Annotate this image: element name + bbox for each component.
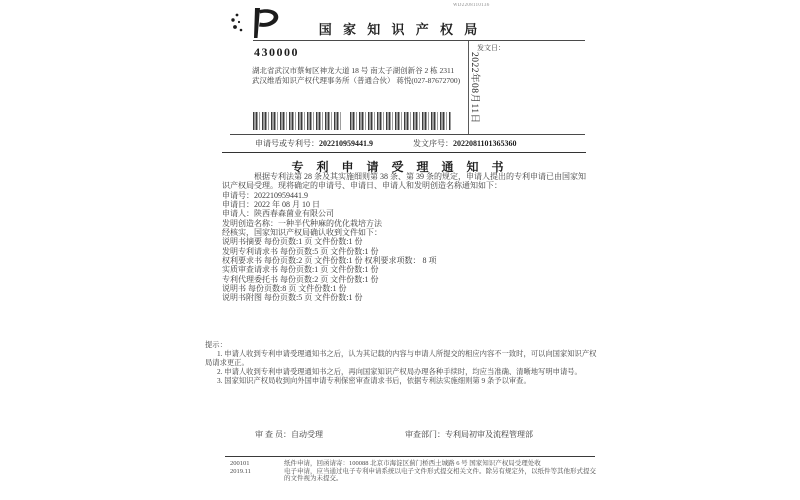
recipient-agent: 武汉维盾知识产权代理事务所（普通合伙） 蒋悦(027-87672700) [252,76,461,85]
dispatch-serial [413,138,517,149]
header-rule [253,40,585,41]
document-item: 说明书 每份页数:8 页 文件份数:1 份 [222,284,347,294]
title-rule [222,152,586,153]
barcode-serial-number [350,112,451,130]
notes-label: 提示： [205,340,227,349]
footer-form-date: 2019.11 [230,467,251,475]
document-item: 说明书附图 每份页数:5 页 文件份数:1 份 [222,293,363,303]
dispatch-date-value: 2022年08月11日 [469,52,479,124]
recipient-address: 湖北省武汉市蔡甸区神龙大道 18 号 南太子湖创新谷 2 栋 2311 [252,66,455,75]
notice-body [222,172,588,303]
field-application-number: 申请号：202210959441.9 [222,190,308,200]
footer [230,460,596,483]
note-item: 3. 国家知识产权局收到向外国申请专利保密审查请求书后，依据专利法实施细则第 9 条予以审查。 [217,376,531,385]
application-number-label: 申请号或专利号： [255,139,319,148]
field-applicant: 申请人：陕西春森菌业有限公司 [222,209,334,219]
body-paragraph: 根据专利法第 28 条及其实施细则第 38 条、第 39 条的规定，申请人提出的专利申请已由国家知识产权局受理。现将确定的申请号、申请日、申请人和发明创造名称通知如下： [222,172,586,191]
dispatch-serial-value: 2022081101365360 [453,139,517,148]
document-item: 发明专利请求书 每份页数:5 页 文件份数:1 份 [222,246,379,256]
review-department [405,429,533,440]
review-department-label: 审查部门： [405,430,445,439]
review-department-value: 专利局初审及流程管理部 [445,430,533,439]
note-item: 2. 申请人收到专利申请受理通知书之后，再向国家知识产权局办理各种手续时，均应当准确、清晰地写明申请号。 [217,367,582,376]
dispatch-date-label: 发文日： [477,44,505,52]
mid-rule [230,134,585,135]
footer-paper-instruction: 纸件申请，回函请寄：100088 北京市海淀区蓟门桥西土城路 6 号 国家知识产权局受理处收 [284,460,541,467]
footer-rule [225,456,595,457]
document-item: 说明书摘要 每份页数:1 页 文件份数:1 份 [222,237,363,247]
footer-row [230,460,596,468]
field-invention-title: 发明创造名称：一种半代种麻的优化栽培方法 [222,218,382,228]
footer-electronic-instruction: 电子申请，应当通过电子专利申请系统以电子文件形式提交相关文件。除另有规定外，以纸件等其他形式提交的文件视为未提交。 [284,467,596,483]
document-item: 实质审查请求书 每份页数:1 页 文件份数:1 份 [222,265,379,275]
dispatch-serial-label: 发文序号： [413,139,453,148]
documents-intro: 经核实，国家知识产权局确认收到文件如下： [222,228,382,238]
document-item: 权利要求书 每份页数:2 页 文件份数:1 份 权利要求项数： 8 项 [222,256,437,266]
page-title: 专 利 申 请 受 理 通 知 书 [291,160,509,174]
application-number [255,138,373,149]
agency-title: 国 家 知 识 产 权 局 [318,22,482,37]
postal-code: 430000 [254,45,299,59]
barcode-application-number [253,112,341,130]
application-number-value: 202210959441.9 [319,139,373,148]
field-filing-date: 申请日：2022 年 08 月 10 日 [222,200,320,210]
footer-form-code: 200101 [230,460,250,467]
note-item: 1. 申请人收到专利申请受理通知书之后，认为其记载的内容与申请人所提交的相应内容不一致时，可以向国家知识产权局请求更正。 [205,349,597,367]
notes-section [205,340,598,385]
footer-row [230,468,596,483]
examiner-label: 审 查 员： [255,430,291,439]
examiner-value: 自动受理 [291,430,323,439]
examiner [255,429,323,440]
document-item: 专利代理委托书 每份页数:2 页 文件份数:1 份 [222,274,379,284]
doc-serial-code: WD2208110136 [453,3,490,8]
